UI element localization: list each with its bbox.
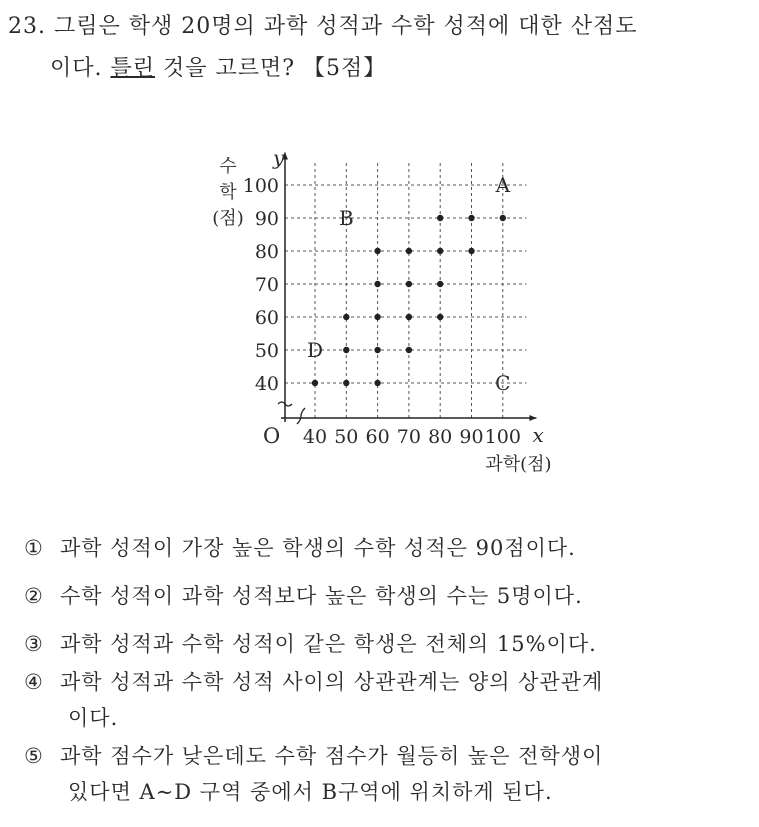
data-point bbox=[437, 314, 443, 320]
region-label-b: B bbox=[338, 206, 354, 230]
origin-label: O bbox=[263, 424, 281, 448]
region-label-a: A bbox=[495, 173, 511, 197]
data-point bbox=[343, 380, 349, 386]
data-point bbox=[468, 248, 474, 254]
y-axis-title-line: (점) bbox=[212, 208, 244, 229]
data-point bbox=[406, 347, 412, 353]
y-tick-label: 100 bbox=[242, 175, 279, 197]
x-axis-symbol: x bbox=[532, 423, 544, 447]
data-point bbox=[374, 281, 380, 287]
choice-5[interactable] bbox=[24, 738, 754, 810]
data-point bbox=[437, 215, 443, 221]
data-point bbox=[374, 347, 380, 353]
y-tick-label: 90 bbox=[254, 208, 279, 230]
y-axis-title-line: 수 bbox=[219, 156, 237, 177]
choice-2[interactable] bbox=[24, 578, 754, 614]
data-point bbox=[468, 215, 474, 221]
data-point bbox=[437, 281, 443, 287]
y-tick-label: 80 bbox=[254, 241, 279, 263]
data-point bbox=[343, 347, 349, 353]
choice-5-text-line-2: 있다면 A∼D 구역 중에서 B구역에 위치하게 된다. bbox=[68, 780, 553, 804]
choice-2-text: 수학 성적이 과학 성적보다 높은 학생의 수는 5명이다. bbox=[60, 584, 583, 608]
choice-4-text-line-2: 이다. bbox=[68, 706, 119, 730]
x-tick-label: 90 bbox=[459, 426, 484, 448]
region-label-c: C bbox=[495, 371, 511, 395]
y-tick-label: 40 bbox=[254, 373, 279, 395]
underlined-word: 틀린 bbox=[110, 56, 156, 81]
x-tick-label: 60 bbox=[365, 426, 390, 448]
data-point bbox=[406, 281, 412, 287]
x-axis-arrow bbox=[529, 415, 536, 421]
y-tick-label: 50 bbox=[254, 340, 279, 362]
question-line-2-start: 이다. bbox=[50, 56, 111, 81]
x-axis-title: 과학(점) bbox=[485, 454, 552, 475]
question-line-2-end: 것을 고르면? 【5점】 bbox=[155, 56, 387, 81]
choice-3[interactable] bbox=[24, 626, 754, 662]
x-tick-label: 70 bbox=[396, 426, 421, 448]
y-tick-label: 70 bbox=[254, 274, 279, 296]
y-tick-label: 60 bbox=[254, 307, 279, 329]
x-tick-label: 100 bbox=[484, 426, 521, 448]
data-point bbox=[312, 380, 318, 386]
choice-4-number: ④ bbox=[24, 670, 44, 694]
x-tick-label: 40 bbox=[302, 426, 328, 448]
data-point bbox=[374, 380, 380, 386]
data-point bbox=[437, 248, 443, 254]
x-tick-label: 80 bbox=[428, 426, 453, 448]
data-point bbox=[374, 248, 380, 254]
data-point bbox=[406, 248, 412, 254]
choice-3-text: 과학 성적과 수학 성적이 같은 학생은 전체의 15%이다. bbox=[60, 632, 597, 656]
question-number: 23. bbox=[8, 14, 46, 39]
region-label-d: D bbox=[306, 338, 324, 362]
choice-3-number: ③ bbox=[24, 632, 44, 656]
choice-1[interactable] bbox=[24, 530, 754, 566]
data-point bbox=[374, 314, 380, 320]
y-axis-symbol: y bbox=[273, 145, 285, 170]
data-point bbox=[343, 314, 349, 320]
question-line-1: 그림은 학생 20명의 과학 성적과 수학 성적에 대한 산점도 bbox=[54, 14, 638, 39]
choice-2-number: ② bbox=[24, 584, 44, 608]
x-tick-label: 50 bbox=[334, 426, 359, 448]
choice-5-text-line-1: 과학 점수가 낮은데도 수학 점수가 월등히 높은 전학생이 bbox=[60, 744, 604, 768]
choice-1-number: ① bbox=[24, 536, 44, 560]
choice-4[interactable] bbox=[24, 664, 754, 736]
choice-5-number: ⑤ bbox=[24, 744, 44, 768]
data-point bbox=[406, 314, 412, 320]
x-axis-break bbox=[297, 408, 305, 424]
choice-1-text: 과학 성적이 가장 높은 학생의 수학 성적은 90점이다. bbox=[60, 536, 576, 560]
data-point bbox=[500, 215, 506, 221]
choice-4-text-line-1: 과학 성적과 수학 성적 사이의 상관관계는 양의 상관관계 bbox=[60, 670, 604, 694]
y-axis-title-line: 학 bbox=[219, 182, 237, 203]
